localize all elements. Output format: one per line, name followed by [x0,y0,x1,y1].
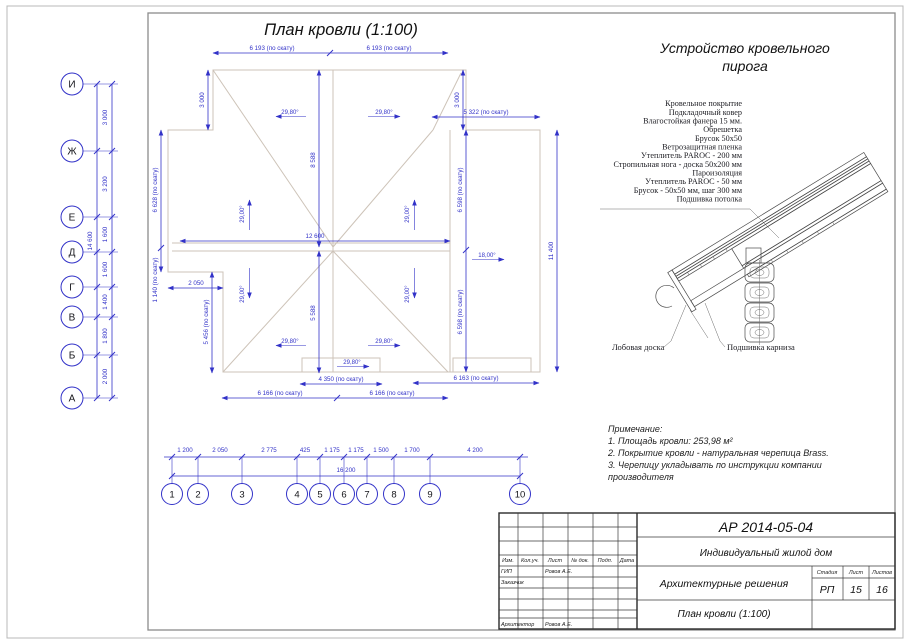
dim-label: 12 600 [305,233,325,240]
axis-bubble-b: Б [68,350,76,362]
angle-label: 29,80° [281,110,299,116]
axis-dim: 1 600 [102,261,109,278]
notes-line: 1. Площадь кровли: 253,98 м² [608,436,733,446]
col-header: Подп. [597,558,613,564]
axis-dim: 3 200 [102,176,109,192]
col-header: Лист [547,558,563,564]
angle-label: 29,80° [281,339,299,345]
axis-bubble-a: А [68,393,76,405]
notes-title: Примечание: [608,424,663,434]
doc-number: АР 2014-05-04 [718,519,814,535]
gip-name: Ровов А.Е. [545,569,573,575]
axis-bubble-v: В [68,312,76,324]
sheets-label: Листов [871,570,893,576]
axis-bubble-9: 9 [427,489,433,501]
axis-bubble-8: 8 [391,489,397,501]
axis-dim: 2 050 [212,447,228,454]
layer-item: Стропильная нога - доска 50x200 мм [613,160,742,169]
dim-label: 1 140 (по скату) [152,257,159,303]
layer-item: Утеплитель PAROC - 50 мм [645,177,742,186]
layer-item: Кровельное покрытие [665,99,742,108]
axis-dim: 1 400 [102,294,109,310]
detail-title-line2: пирога [722,58,768,74]
dim-label: 3 000 [199,92,206,108]
axis-dim: 2 000 [102,368,109,385]
dim-label: 6 166 (по скату) [257,390,303,397]
dim-label: 6 598 (по скату) [457,289,464,335]
layer-item: Утеплитель PAROC - 200 мм [641,151,742,160]
notes-line: производителя [608,472,674,482]
gip-label: ГИП [501,569,512,575]
section-name: Архитектурные решения [659,578,789,590]
layer-item: Подшивка потолка [676,194,742,204]
layer-item: Ветрозащитная пленка [662,142,742,152]
layer-item: Пароизоляция [692,168,742,178]
angle-label: 29,80° [343,360,361,366]
client-label: Заказчик [501,580,524,586]
axis-bubble-5: 5 [317,489,323,501]
project-name: Индивидуальный жилой дом [699,548,833,559]
col-header: Изм. [502,558,514,564]
dim-label: 4 350 (по скату) [318,376,364,383]
dim-label: 6 598 (по скату) [457,167,464,213]
angle-label: 29,80° [375,339,393,345]
dim-label: 11 400 [548,241,555,261]
axis-bubble-6: 6 [341,489,347,501]
axis-dim: 1 200 [177,447,193,454]
detail-title-line1: Устройство кровельного [660,40,830,56]
sheets-value: 16 [876,584,888,596]
dim-label: 6 628 (по скату) [152,167,159,213]
dim-label: 5 456 (по скату) [203,299,210,345]
sheet-value: 15 [850,584,862,596]
axis-dim: 1 700 [404,447,420,454]
axis-bubble-3: 3 [239,489,245,501]
col-header: Дата [619,558,635,564]
col-header: № док. [571,558,589,564]
axis-bubble-7: 7 [364,489,370,501]
axis-dim: 425 [299,447,311,454]
dim-label: 6 193 (по скату) [366,45,412,52]
dim-label: 5 588 [310,305,317,321]
axis-bubble-zh: Ж [67,146,77,158]
layer-item: Брусок - 50x50 мм, шаг 300 мм [633,186,742,195]
fascia-label: Лобовая доска [612,342,665,352]
axis-bubble-d: Д [68,247,76,259]
axis-dim: 1 800 [102,328,109,344]
layer-item: Влагостойкая фанера 15 мм. [643,116,742,126]
axis-dim: 1 500 [373,447,389,454]
axis-dim: 4 200 [467,447,483,454]
col-header: Кол.уч. [521,558,539,564]
page-title: План кровли (1:100) [264,21,418,39]
layer-item: Подкладочный ковер [668,108,742,117]
notes-line: 3. Черепицу укладывать по инструкции компании [608,460,822,470]
axis-bubble-1: 1 [169,489,175,501]
axis-dim: 1 600 [102,226,109,243]
architect-label: Архитектор [501,622,535,628]
angle-label: 18,00° [478,253,496,259]
dim-label: 5 322 (по скату) [463,109,509,116]
dim-label: 2 050 [188,280,204,287]
angle-label: 29,00° [240,285,246,303]
dim-label: 6 163 (по скату) [453,375,499,382]
layer-item: Обрешетка [703,125,742,134]
dim-label: 6 193 (по скату) [249,45,295,52]
dim-label: 8 588 [310,152,317,168]
angle-label: 29,00° [405,285,411,303]
axis-dim: 1 175 [348,447,364,454]
axis-bubble-g: Г [69,282,75,294]
stage-value: РП [819,584,835,596]
soffit-label: Подшивка карниза [727,342,795,352]
sheet-label: Лист [848,570,864,576]
layer-item: Брусок 50x50 [694,134,742,143]
axis-bubble-i: И [68,79,76,91]
drawing-title: План кровли (1:100) [677,609,771,620]
axis-bubble-e: Е [68,212,76,224]
notes-line: 2. Покрытие кровли - натуральная черепица Brass. [608,448,829,458]
axis-dim: 2 775 [261,447,277,454]
angle-label: 29,00° [405,205,411,223]
dim-label: 6 166 (по скату) [369,390,415,397]
axis-dim-total: 16 200 [336,467,356,474]
axis-dim: 3 000 [102,109,109,126]
architect-name: Ровов А.Е. [545,622,573,628]
axis-dim: 1 175 [324,447,340,454]
axis-bubble-4: 4 [294,489,300,501]
axis-bubble-2: 2 [195,489,201,501]
angle-label: 29,00° [240,205,246,223]
angle-label: 29,80° [375,110,393,116]
stage-label: Стадия [816,570,838,576]
axis-bubble-10: 10 [514,489,526,501]
axis-dim-total: 14 600 [87,231,94,251]
dim-label: 3 000 [454,92,461,108]
